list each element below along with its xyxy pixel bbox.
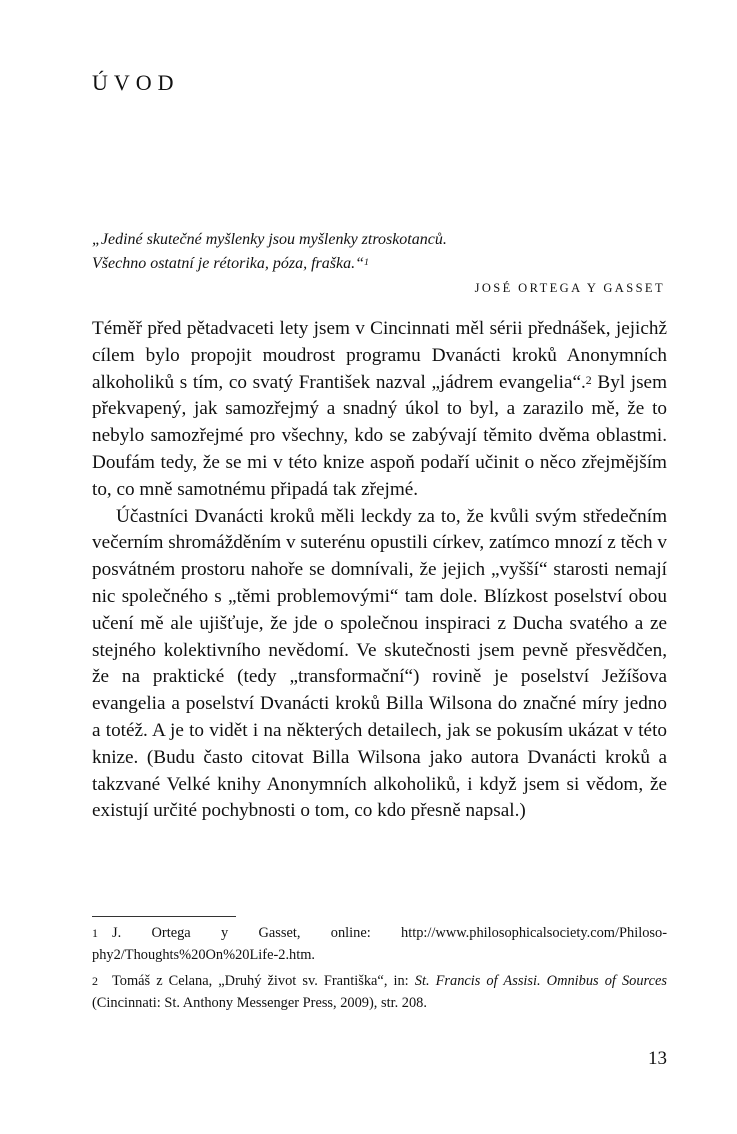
page-number: 13 <box>648 1048 667 1069</box>
paragraph-1-part-a: Téměř před pětadvaceti lety jsem v Cincinnati měl sérii přednášek, jejichž cílem bylo propojit moudrost programu Dvanácti kroků Anonymních alkoholiků s tím, co svatý František nazval „jádrem evangelia“. <box>92 318 667 393</box>
epigraph-line-2-text: Všechno ostatní je rétorika, póza, fraška.“ <box>92 255 364 272</box>
epigraph-author: JOSÉ ORTEGA Y GASSET <box>474 281 665 295</box>
footnote-1-number: 1 <box>92 926 98 940</box>
footnote-2-number: 2 <box>92 974 98 988</box>
footnote-ref-2: 2 <box>585 373 592 388</box>
footnote-separator <box>92 916 236 917</box>
paragraph-1-part-b: Byl jsem překvapený, jak samozřejmý a snadný úkol to byl, a zarazilo mě, že to nebylo samozřejmé pro všechny, kdo se zabývají těmito dvěma oblastmi. Doufám tedy, že se mi v této knize aspoň podaří učinit o něco zřejmějším to, co mně samotnému připadá tak zřejmé. <box>92 371 668 500</box>
footnotes <box>92 922 667 1018</box>
epigraph-line-2 <box>92 252 667 276</box>
footnote-2-text-b: (Cincinnati: St. Anthony Messenger Press, 2009), str. 208. <box>92 995 427 1011</box>
epigraph <box>92 228 667 296</box>
footnote-2-book-title: St. Francis of Assisi. Omnibus of Sources <box>414 973 668 989</box>
epigraph-line-1: „Jediné skutečné myšlenky jsou myšlenky ztroskotanců. <box>92 231 447 248</box>
body-text <box>92 316 667 825</box>
chapter-title: ÚVOD <box>92 70 180 95</box>
paragraph-2: Účastníci Dvanácti kroků měli leckdy za to, že kvůli svým středečním večerním shromážděním v suterénu opustili církev, zatímco mnozí z těch v posvátném prostoru nahoře se domnívali, že jejich „vyšší“ starosti nemají nic společného s „těmi problemovými“ tam dole. Blízkost poselství obou učení mě ale ujišťuje, že jde o společnou inspiraci z Ducha svatého a ze stejného kolektivního nevědomí. Ve skutečnosti jsem pevně přesvědčen, že na praktické (tedy „transformační“) rovině je poselství Ježíšova evangelia a poselství Dvanácti kroků Billa Wilsona do značné míry jedno a totéž. A je to vidět i na některých detailech, jak se pokusím ukázat v této knize. (Budu často citovat Billa Wilsona jako autora Dvanácti kroků a takzvané Velké knihy Anonymních alkoholiků, i když jsem si vědom, že existují určité pochybnosti o tom, co kdo přesně napsal.) <box>92 505 667 822</box>
footnote-1 <box>92 922 667 966</box>
footnote-2 <box>92 970 667 1014</box>
footnote-2-text-a: Tomáš z Celana, „Druhý život sv. Františka“, in: <box>112 973 415 989</box>
paragraph-1 <box>92 316 667 504</box>
footnote-1-text: J. Ortega y Gasset, online: http://www.philosophicalsociety.com/Philosophy2/Thoughts%20On%20Life-2.htm. <box>92 925 667 963</box>
footnote-ref-1: 1 <box>363 257 369 269</box>
